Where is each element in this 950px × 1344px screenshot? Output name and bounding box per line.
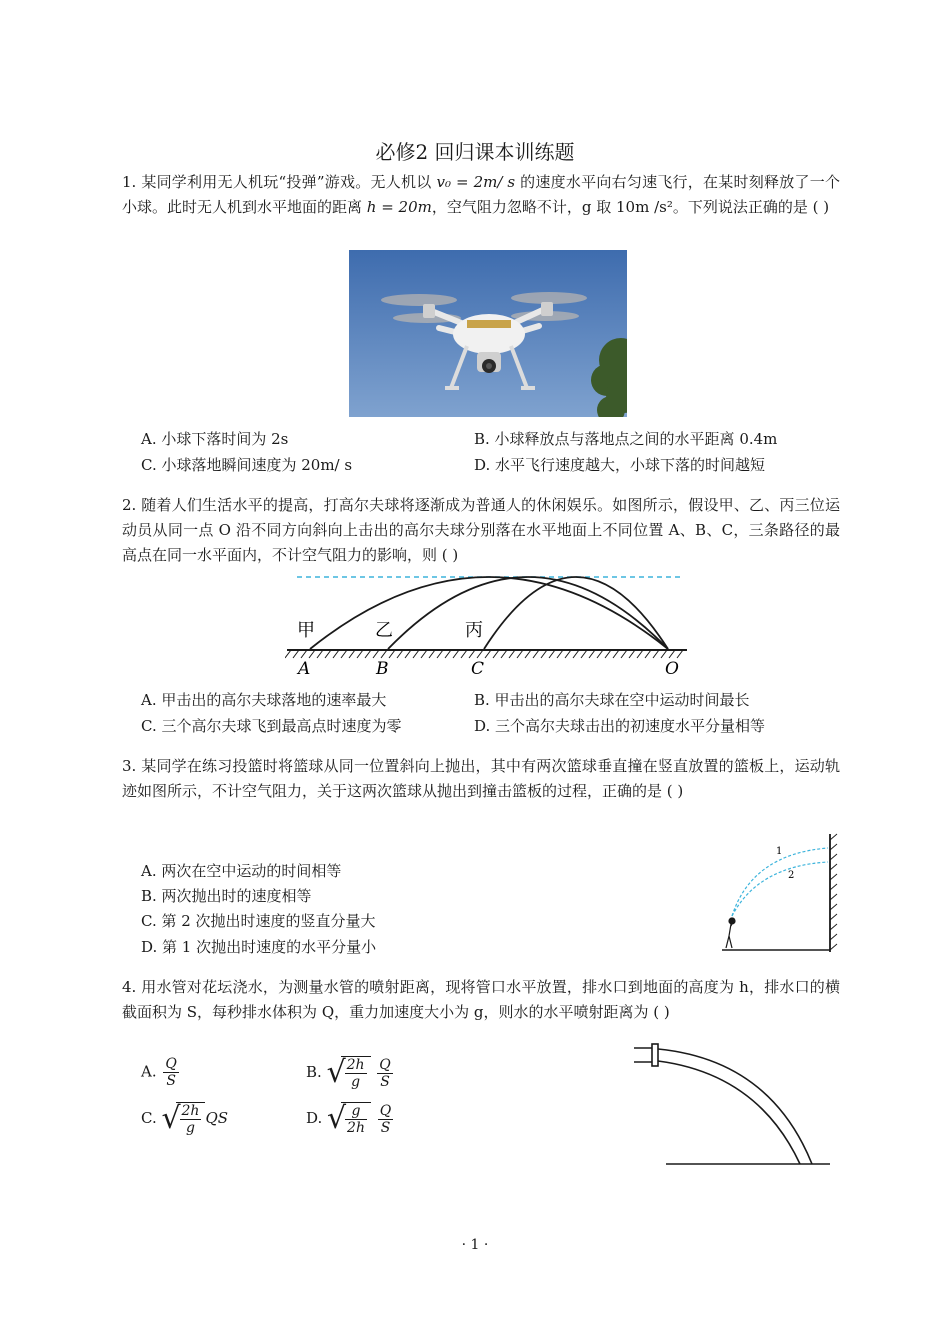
q1-option-a: A. 小球下落时间为 2s	[141, 430, 289, 448]
label-jia: 甲	[297, 620, 315, 641]
height-expression: h = 20m	[366, 198, 432, 216]
q4-option-b: B. √ $\frac{2h}{g}$ $\frac{Q}{S}$	[306, 1055, 391, 1090]
trajectory-1	[732, 848, 828, 916]
trajectory-yi	[388, 577, 668, 649]
q2-option-a: A. 甲击出的高尔夫球落地的速率最大	[141, 691, 387, 709]
player-figure	[726, 918, 735, 948]
trajectory-2	[732, 862, 828, 916]
q3-option-d: D. 第 1 次抛出时速度的水平分量小	[141, 938, 377, 956]
q4-option-c: C. √ $\frac{2h}{g}$ QS	[141, 1101, 229, 1136]
page-number: · 1 ·	[461, 1237, 489, 1253]
water-hose-figure	[630, 1040, 835, 1172]
q2-option-c: C. 三个高尔夫球飞到最高点时速度为零	[141, 717, 402, 735]
q3-option-c: C. 第 2 次抛出时速度的竖直分量大	[141, 912, 376, 930]
trajectory-jia	[310, 577, 668, 649]
q3-option-b: B. 两次抛出时的速度相等	[141, 887, 312, 905]
q2-option-b: B. 甲击出的高尔夫球在空中运动时间最长	[474, 691, 750, 709]
question-3-stem: 3. 某同学在练习投篮时将篮球从同一位置斜向上抛出，其中有两次篮球垂直撞在竖直放置的篮板上，运动轨迹如图所示，不计空气阻力，关于这两次篮球从抛出到撞击篮板的过程，正确的是 ( )	[122, 757, 840, 800]
label-C: C	[471, 659, 485, 679]
q4-option-a: A. $\frac{Q}{S}$	[141, 1056, 177, 1089]
drone-photo	[349, 250, 627, 417]
label-O: O	[665, 659, 679, 679]
q1-option-b: B. 小球释放点与落地点之间的水平距离 0.4m	[474, 430, 778, 448]
q3-option-a: A. 两次在空中运动的时间相等	[141, 862, 342, 880]
q4-option-d: D. √ $\frac{g}{2h}$ $\frac{Q}{S}$	[306, 1101, 392, 1136]
label-B: B	[376, 659, 389, 679]
trajectory-bing	[484, 577, 668, 649]
question-1-stem: 1. 某同学利用无人机玩“投弹”游戏。无人机以 v₀ = 2m/ s 的速度水平向右匀速飞行，在某时刻释放了一个小球。此时无人机到水平地面的距离 h = 20m，空气阻力忽略不计，g 取 10m /s²。下列说法正确的是 ( )	[122, 173, 840, 216]
pipe-nozzle	[652, 1044, 658, 1066]
trajectory-label-2: 2	[788, 870, 795, 881]
v0-expression: v₀ = 2m/ s	[436, 173, 516, 191]
question-4-stem: 4. 用水管对花坛浇水，为测量水管的喷射距离，现将管口水平放置，排水口到地面的高度为 h，排水口的横截面积为 S，每秒排水体积为 Q，重力加速度大小为 g，则水的水平喷射距离为 ( )	[122, 978, 840, 1021]
question-2-stem: 2. 随着人们生活水平的提高，打高尔夫球将逐渐成为普通人的休闲娱乐。如图所示，假设甲、乙、丙三位运动员从同一点 O 沿不同方向斜向上击出的高尔夫球分别落在水平地面上不同位置 A、B、C，三条路径的最高点在同一水平面内，不计空气阻力的影响，则 ( )	[122, 496, 840, 564]
label-bing: 丙	[465, 620, 483, 641]
q2-option-d: D. 三个高尔夫球击出的初速度水平分量相等	[474, 717, 766, 735]
page-title: 必修2 回归课本训练题	[375, 140, 575, 164]
golf-trajectory-figure	[285, 568, 690, 680]
label-yi: 乙	[375, 620, 393, 641]
q1-option-d: D. 水平飞行速度越大，小球下落的时间越短	[474, 456, 766, 474]
basketball-figure	[718, 832, 840, 954]
label-A: A	[298, 659, 311, 679]
water-stream-outer	[658, 1049, 812, 1164]
ground-hatching	[285, 650, 683, 658]
trajectory-label-1: 1	[776, 846, 783, 857]
q1-option-c: C. 小球落地瞬间速度为 20m/ s	[141, 456, 353, 474]
water-stream-inner	[658, 1061, 800, 1164]
